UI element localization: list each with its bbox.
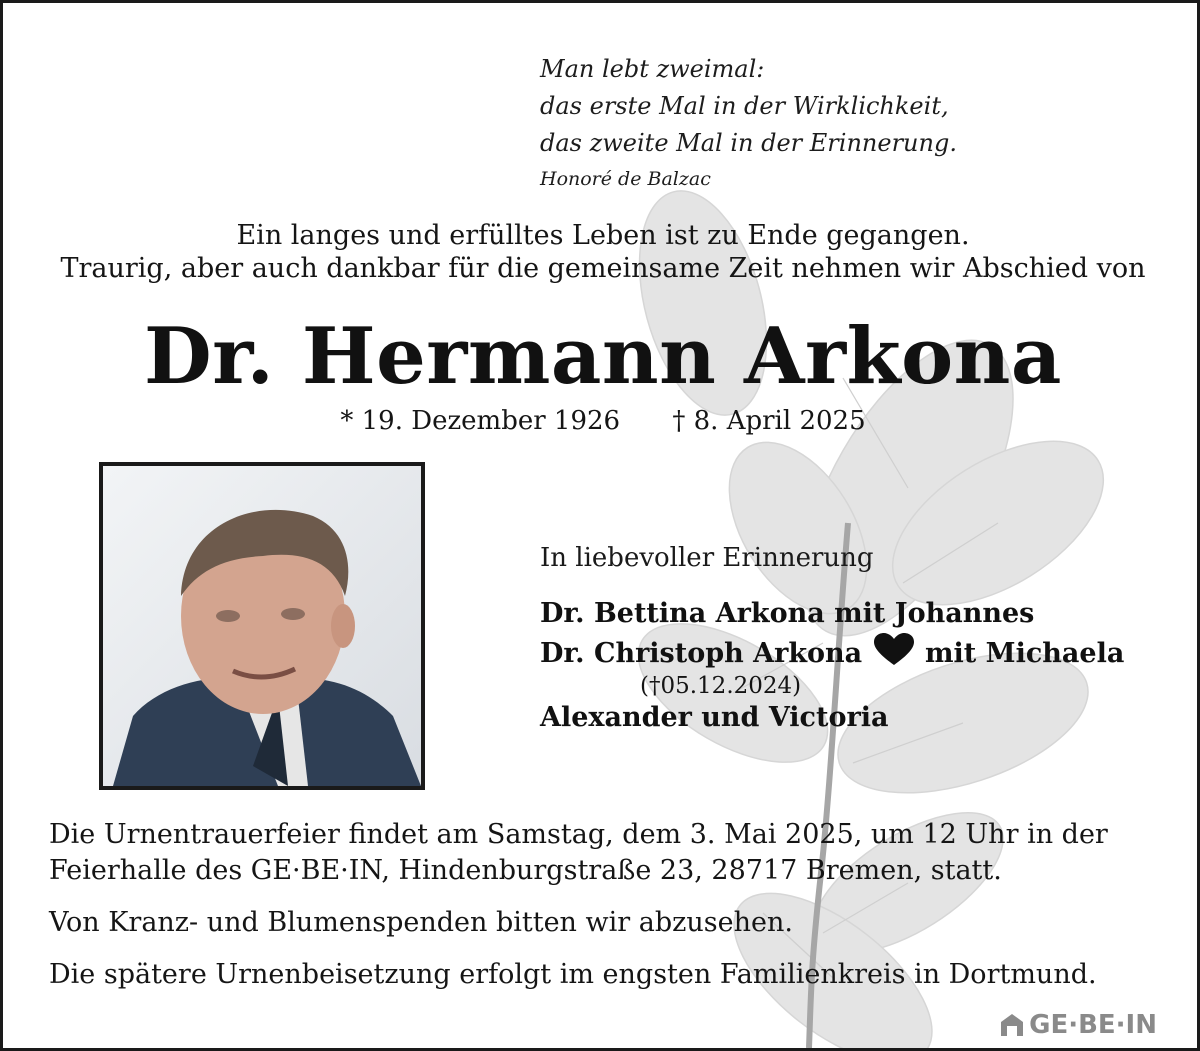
burial-note: Die spätere Urnenbeisetzung erfolgt im engsten Familienkreis in Dortmund. (49, 959, 1097, 990)
heart-icon (874, 633, 914, 667)
birth-date: * 19. Dezember 1926 (340, 406, 621, 436)
mourner-name: Dr. Christoph Arkona (540, 638, 863, 669)
mourners-block (540, 543, 1124, 737)
ceremony-line-2: Feierhalle des GE·BE·IN, Hindenburgstraße 23, 28717 Bremen, statt. (49, 855, 1002, 886)
quote-block (540, 51, 957, 190)
death-date: † 8. April 2025 (672, 406, 866, 436)
quote-line: das zweite Mal in der Erinnerung. (540, 129, 957, 157)
quote-line: Man lebt zweimal: (540, 55, 765, 83)
quote-line: das erste Mal in der Wirklichkeit, (540, 92, 949, 120)
intro-text (3, 219, 1200, 285)
mourner-line: Dr. Bettina Arkona mit Johannes (540, 598, 1035, 629)
portrait-photo (99, 462, 425, 790)
deceased-name: Dr. Hermann Arkona (144, 311, 1062, 402)
intro-line-2: Traurig, aber auch dankbar für die gemeinsame Zeit nehmen wir Abschied von (60, 253, 1146, 284)
mourner-partner: mit Michaela (924, 638, 1125, 669)
ceremony-line-1: Die Urnentrauerfeier findet am Samstag, dem 3. Mai 2025, um 12 Uhr in der (49, 819, 1108, 850)
life-dates (3, 406, 1200, 436)
portrait-illustration (103, 466, 421, 786)
quote-author: Honoré de Balzac (540, 168, 711, 190)
intro-line-1: Ein langes und erfülltes Leben ist zu Ende gegangen. (236, 220, 970, 251)
logo-text: GE·BE·IN (1029, 1010, 1157, 1040)
mourner-death-note: (†05.12.2024) (640, 673, 802, 699)
logo-icon (999, 1012, 1025, 1038)
mourner-line-with-heart (540, 633, 1124, 673)
mourners-lead: In liebevoller Erinnerung (540, 543, 874, 573)
ceremony-info (49, 817, 1108, 993)
flowers-note: Von Kranz- und Blumenspenden bitten wir abzusehen. (49, 907, 793, 938)
mourner-line: Alexander und Victoria (540, 702, 889, 733)
gebein-logo (999, 1010, 1157, 1040)
